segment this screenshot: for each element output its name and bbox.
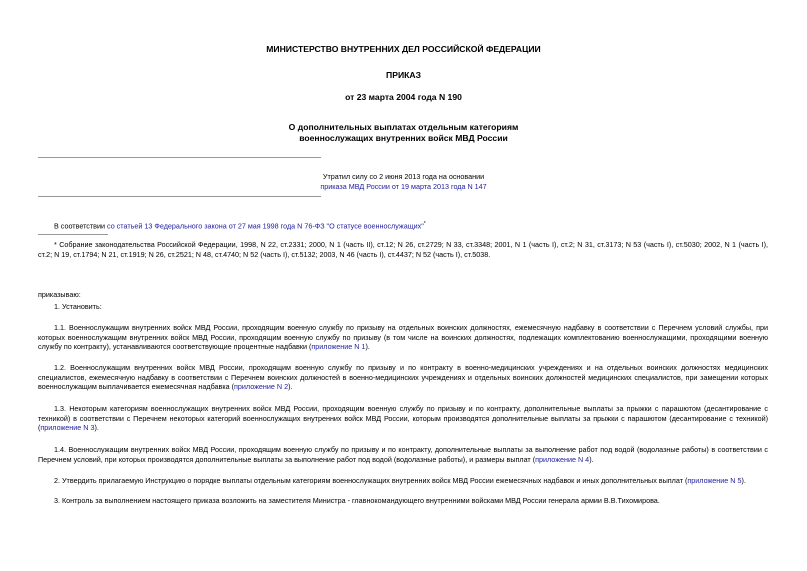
paragraph-3: 3. Контроль за выполнением настоящего приказа возложить на заместителя Министра - главнокомандующего внутренними войсками МВД России генерала армии В.В.Тихомирова. <box>54 496 660 505</box>
repeal-order-link[interactable]: приказа МВД России от 19 марта 2013 года N 147 <box>320 182 487 191</box>
ministry-heading: МИНИСТЕРСТВО ВНУТРЕННИХ ДЕЛ РОССИЙСКОЙ ФЕДЕРАЦИИ <box>266 44 541 54</box>
footnote-text: * Собрание законодательства Российской Федерации, 1998, N 22, ст.2331; 2000, N 1 (часть II), ст.12; N 26, ст.2729; N 33, ст.3348; 2001, N 1 (часть I), ст.2; N 31, ст.3173; N 53 (часть I), ст.5030; 2002, N 1 (часть I), ст.2; N 19, ст.1794; N 21, ст.1919; N 26, ст.2521; N 48, ст.4740; N 52 (часть I), ст.5132; 2003, N 46 (часть I), ст.4437; N 52 (часть I), ст.5038. <box>38 240 768 259</box>
divider-top <box>38 157 321 158</box>
divider-footnote <box>38 234 108 235</box>
order-word: приказываю: <box>38 290 81 299</box>
preamble-text: В соответствии <box>54 221 106 231</box>
paragraph-2: 2. Утвердить прилагаемую Инструкцию о порядке выплаты отдельным категориям военнослужащих внутренних войск МВД России ежемесячных надбавок и иных дополнительных выплат (приложение N 5). <box>54 476 746 485</box>
appendix-3-link[interactable]: приложение N 3 <box>40 423 95 433</box>
status-line: Утратил силу со 2 июня 2013 года на основании <box>322 172 485 181</box>
footnote-mark: * <box>423 221 426 227</box>
divider-status <box>38 196 321 197</box>
appendix-4-link[interactable]: приложение N 4 <box>535 454 590 464</box>
item-1-heading: 1. Установить: <box>54 302 102 311</box>
paragraph-1-3: 1.3. Некоторым категориям военнослужащих внутренних войск МВД России, проходящим военную службу по призыву и по контракту, дополнительные выплаты за прыжки с парашютом (десантирование с техникой) в соответствии с Перечнем некоторых категорий военнослужащих внутренних войск МВД России, которым производятся дополнительные выплаты за прыжки с парашютом (десантирование с техникой) (приложение N 3). <box>38 404 768 433</box>
paragraph-1-1: 1.1. Военнослужащим внутренних войск МВД России, проходящим военную службу по призыву на отдельных воинских должностях, ежемесячную надбавку в соответствии с Перечнем условий службы, при которых военнослужащим внутренних войск МВД России, проходящим военную службу по призыву (в том числе на воинских должностях, подлежащих комплектованию военнослужащими, проходящими военную службу по контракту), устанавливаются соответствующие процентные надбавки (приложение N 1). <box>38 323 768 352</box>
appendix-5-link[interactable]: приложение N 5 <box>687 476 742 485</box>
date-number-heading: от 23 марта 2004 года N 190 <box>345 92 462 102</box>
title-line-2: военнослужащих внутренних войск МВД России <box>299 133 508 143</box>
appendix-2-link[interactable]: приложение N 2 <box>234 382 289 392</box>
title-line-1: О дополнительных выплатах отдельным категориям <box>288 122 519 132</box>
status-link <box>0 182 807 191</box>
doc-type-heading: ПРИКАЗ <box>386 70 421 80</box>
appendix-1-link[interactable]: приложение N 1 <box>311 342 366 352</box>
paragraph-1-4: 1.4. Военнослужащим внутренних войск МВД России, проходящим военную службу по призыву и по контракту, дополнительные выплаты за выполнение работ под водой (водолазные работы) в соответствии с Перечнем условий, при которых производятся дополнительные выплаты за выполнение работ под водой (водолазные работы), и размеры выплат (приложение N 4). <box>38 445 768 464</box>
paragraph-1-2: 1.2. Военнослужащим внутренних войск МВД России, проходящим военную службу по призыву и по контракту в военно-медицинских учреждениях и на отдельных воинских должностях медицинских специалистов, ежемесячную надбавку в соответствии с Перечнем воинских должностей в военно-медицинских учреждениях и отдельных воинских должностей медицинских специалистов, при замещении которых военнослужащим выплачивается ежемесячная надбавка (приложение N 2). <box>38 363 768 392</box>
preamble <box>54 220 426 230</box>
federal-law-link[interactable]: со статьей 13 Федерального закона от 27 мая 1998 года N 76-ФЗ "О статусе военнослужащих" <box>107 221 424 231</box>
